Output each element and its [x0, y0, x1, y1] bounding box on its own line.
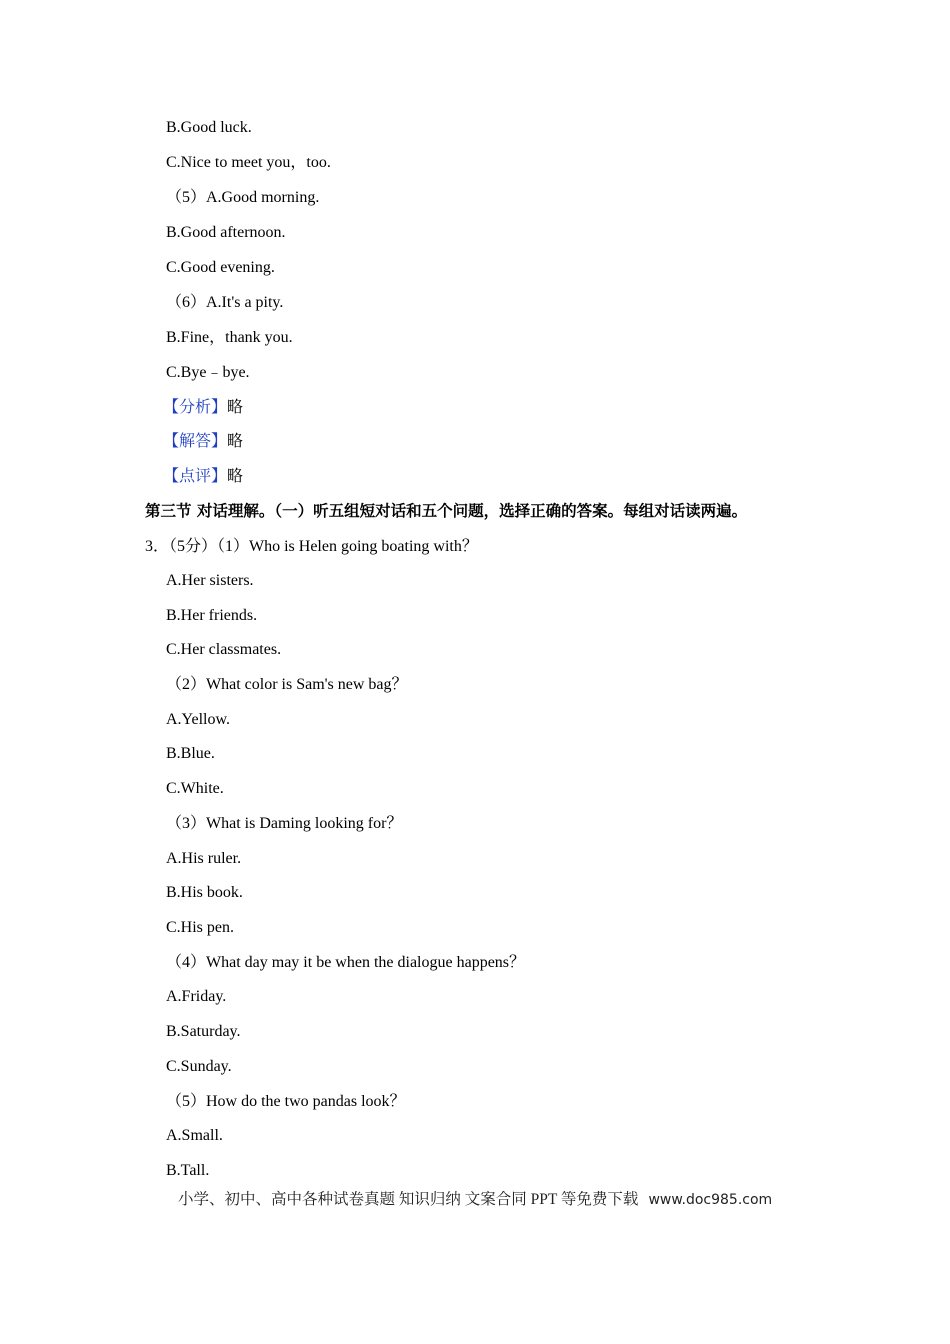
- option-line: A.Friday.: [166, 988, 227, 1005]
- option-line: B.Saturday.: [166, 1023, 241, 1040]
- option-line: C.White.: [166, 780, 224, 797]
- question-line: （2）What color is Sam's new bag？: [166, 676, 408, 693]
- comment-line: 【点评】略: [163, 468, 244, 485]
- option-line: A.Yellow.: [166, 711, 231, 728]
- page-footer: [178, 1190, 772, 1210]
- footer-url: www.doc985.com: [648, 1192, 773, 1208]
- option-line: B.Good afternoon.: [166, 224, 286, 241]
- option-line: C.Bye﹣bye.: [166, 364, 250, 381]
- section-heading: 第三节 对话理解。（一）听五组短对话和五个问题，选择正确的答案。每组对话读两遍。: [145, 502, 748, 520]
- option-line: C.Good evening.: [166, 259, 275, 276]
- question-line: （3）What is Daming looking for？: [166, 815, 403, 832]
- analysis-text: 略: [227, 399, 244, 416]
- option-line: A.Her sisters.: [166, 572, 254, 589]
- question-line: （5）A.Good morning.: [166, 189, 320, 206]
- analysis-label: 分析: [179, 399, 212, 416]
- answer-label: 解答: [179, 433, 212, 450]
- option-line: C.Her classmates.: [166, 641, 282, 658]
- option-line: B.Fine，thank you.: [166, 329, 293, 346]
- comment-label: 点评: [179, 468, 212, 485]
- answer-text: 略: [227, 433, 244, 450]
- option-line: A.Small.: [166, 1127, 223, 1144]
- option-line: B.Good luck.: [166, 119, 252, 136]
- answer-line: 【解答】略: [163, 433, 244, 450]
- option-line: B.Her friends.: [166, 607, 258, 624]
- option-line: C.His pen.: [166, 919, 234, 936]
- option-line: C.Sunday.: [166, 1058, 232, 1075]
- footer-text: 小学、初中、高中各种试卷真题 知识归纳 文案合同 PPT 等免费下载: [178, 1191, 639, 1208]
- option-line: B.Blue.: [166, 745, 215, 762]
- question-line: （4）What day may it be when the dialogue happens？: [166, 954, 526, 971]
- option-line: C.Nice to meet you，too.: [166, 154, 331, 171]
- question-number-line: 3．（5分）（1）Who is Helen going boating with？: [145, 538, 478, 555]
- question-line: （5）How do the two pandas look？: [166, 1093, 406, 1110]
- question-line: （6）A.It's a pity.: [166, 294, 284, 311]
- option-line: A.His ruler.: [166, 850, 242, 867]
- comment-text: 略: [227, 468, 244, 485]
- option-line: B.Tall.: [166, 1162, 210, 1179]
- analysis-line: 【分析】略: [163, 399, 244, 416]
- option-line: B.His book.: [166, 884, 243, 901]
